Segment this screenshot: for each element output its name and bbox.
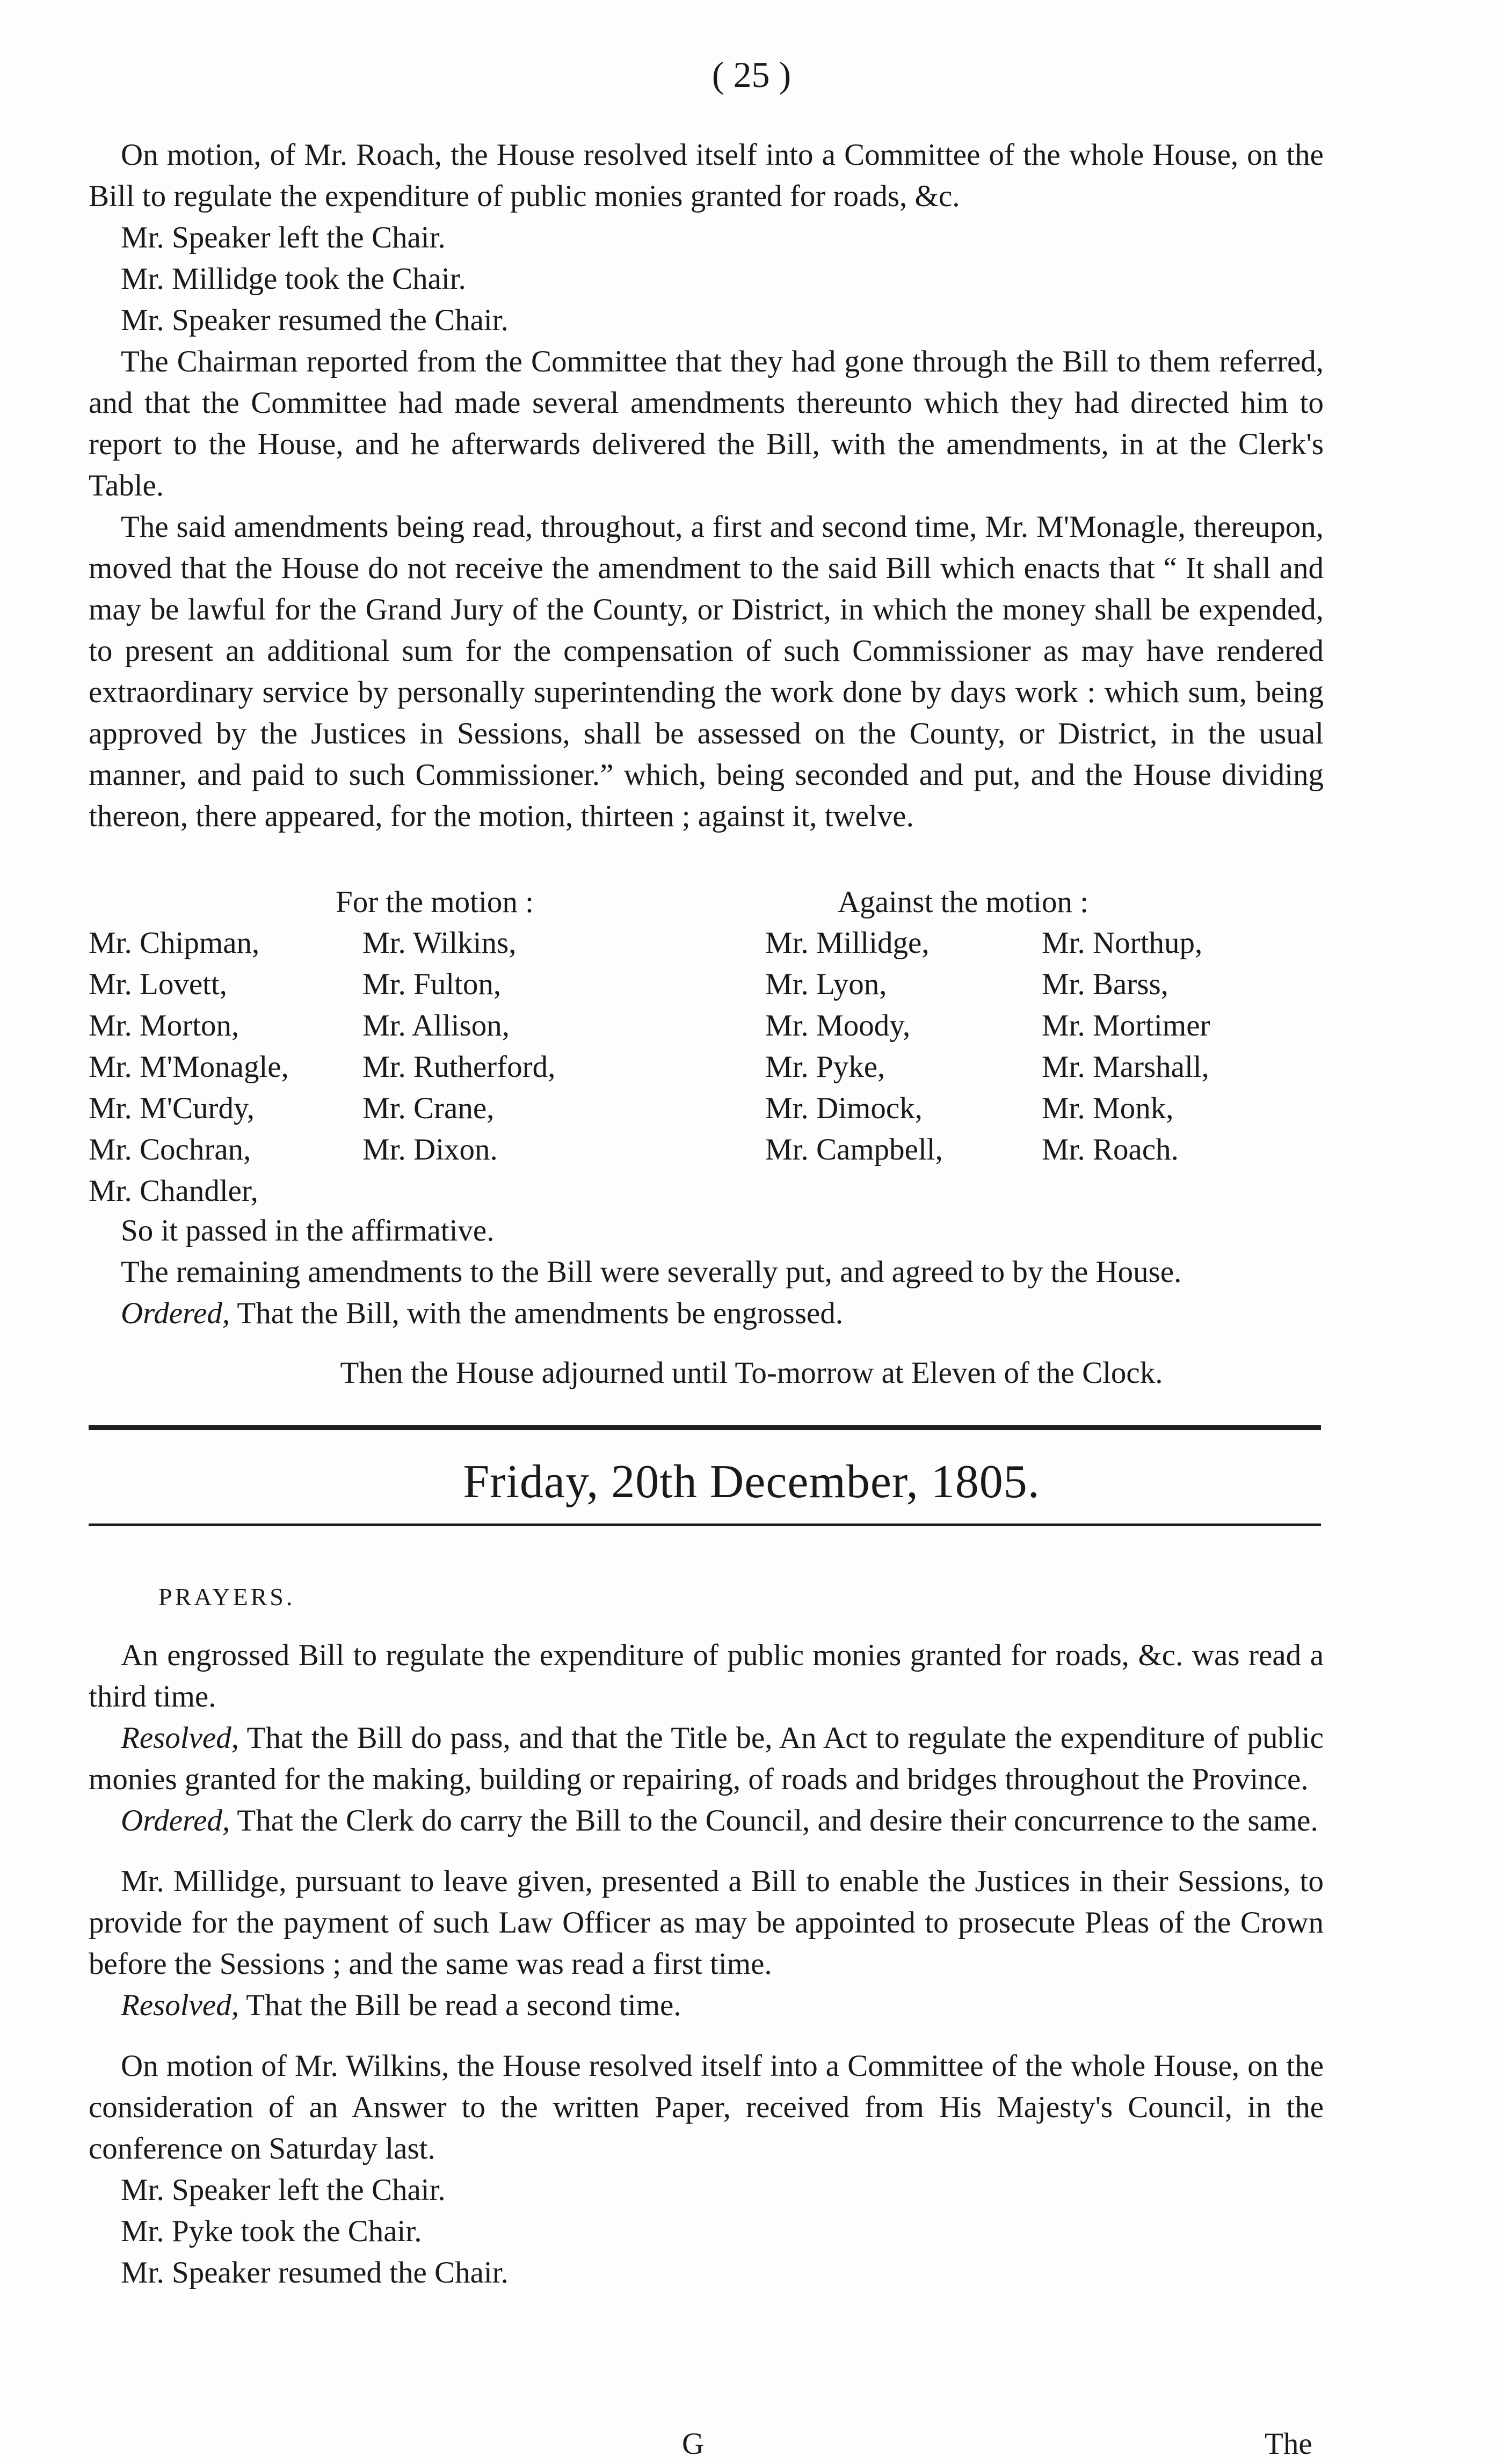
member-name: Mr. Moody, <box>765 1009 911 1043</box>
member-name: Mr. Allison, <box>362 1009 510 1043</box>
motion-paragraph: On motion, of Mr. Roach, the House resolved itself into a Committee of the whole House, on the Bill to regulate the expenditure of public monies granted for roads, &c. <box>89 138 1324 213</box>
clerk-order-paragraph <box>89 1800 1324 1841</box>
speaker-left-line: Mr. Speaker left the Chair. <box>121 221 446 254</box>
page-number: ( 25 ) <box>711 54 792 95</box>
session-conclusion <box>89 1210 1324 1334</box>
member-name: Mr. Dixon. <box>362 1133 498 1167</box>
for-votes-column-2 <box>362 922 555 1170</box>
member-name: Mr. Dimock, <box>765 1091 923 1125</box>
bill-pass-paragraph <box>89 1717 1324 1800</box>
chairman-report-paragraph: The Chairman reported from the Committee that they had gone through the Bill to them referred, and that the Committee had made several amendments thereunto which they had directed him to report to the House, and he afterwards delivered the Bill, with the amendments, in at the Clerk's Table. <box>89 345 1324 502</box>
section-divider-top <box>89 1425 1321 1430</box>
remaining-amendments-line: The remaining amendments to the Bill were severally put, and agreed to by the House. <box>121 1255 1182 1289</box>
resolved-label: Resolved, <box>121 1988 239 2022</box>
member-name: Mr. Northup, <box>1042 926 1203 960</box>
prayers-heading: PRAYERS. <box>158 1583 295 1610</box>
bill-presented-paragraph: Mr. Millidge, pursuant to leave given, presented a Bill to enable the Justices in their Sessions, to provide for the payment of such Law Officer as may be appointed to prosecute Pleas of the Crown before the Sessions ; and the same was read a first time. <box>89 1864 1324 1981</box>
ordered-text: That the Clerk do carry the Bill to the Council, and desire their concurrence to the same. <box>237 1804 1318 1838</box>
member-name: Mr. Mortimer <box>1042 1009 1210 1043</box>
member-name: Mr. Campbell, <box>765 1133 943 1167</box>
member-name: Mr. Morton, <box>89 1009 239 1043</box>
speaker-left-line: Mr. Speaker left the Chair. <box>121 2173 446 2207</box>
member-name: Mr. M'Curdy, <box>89 1091 255 1125</box>
chair-taken-line: Mr. Millidge took the Chair. <box>121 262 466 296</box>
third-reading-paragraph: An engrossed Bill to regulate the expenditure of public monies granted for roads, &c. was read a third time. <box>89 1638 1324 1714</box>
member-name: Mr. Millidge, <box>765 926 930 960</box>
section-divider-bottom <box>89 1523 1321 1526</box>
day-heading: Friday, 20th December, 1805. <box>463 1456 1040 1508</box>
member-name: Mr. Lovett, <box>89 967 228 1001</box>
for-motion-heading: For the motion : <box>336 885 534 919</box>
against-votes-column-2 <box>1042 922 1210 1170</box>
member-name: Mr. Fulton, <box>362 967 502 1001</box>
resolved-text: That the Bill be read a second time. <box>246 1988 681 2022</box>
member-name: Mr. Crane, <box>362 1091 495 1125</box>
speaker-resumed-line: Mr. Speaker resumed the Chair. <box>121 303 509 337</box>
affirmative-line: So it passed in the affirmative. <box>121 1214 495 1248</box>
resolved-text: That the Bill do pass, and that the Title be, An Act to regulate the expenditure of public monies granted for the making, building or repairing, of roads and bridges throughout the Province. <box>89 1721 1324 1796</box>
member-name: Mr. Chipman, <box>89 926 260 960</box>
member-name: Mr. M'Monagle, <box>89 1050 289 1084</box>
member-name: Mr. Pyke, <box>765 1050 885 1084</box>
member-name: Mr. Cochran, <box>89 1133 251 1167</box>
member-name: Mr. Monk, <box>1042 1091 1174 1125</box>
for-votes-column-1 <box>89 922 289 1212</box>
engrossed-order-line <box>89 1293 1324 1334</box>
member-name: Mr. Marshall, <box>1042 1050 1209 1084</box>
speaker-resumed-line: Mr. Speaker resumed the Chair. <box>121 2256 509 2290</box>
member-name: Mr. Roach. <box>1042 1133 1179 1167</box>
against-votes-column-1 <box>765 922 943 1170</box>
ordered-text: That the Bill, with the amendments be engrossed. <box>237 1296 844 1330</box>
ordered-label: Ordered, <box>121 1804 230 1838</box>
chair-taken-line: Mr. Pyke took the Chair. <box>121 2214 422 2248</box>
adjournment-line: Then the House adjourned until To-morrow at Eleven of the Clock. <box>340 1356 1163 1390</box>
signature-mark: G <box>682 2427 705 2461</box>
member-name: Mr. Barss, <box>1042 967 1168 1001</box>
member-name: Mr. Lyon, <box>765 967 887 1001</box>
against-motion-heading: Against the motion : <box>838 885 1089 919</box>
wilkins-motion-paragraph: On motion of Mr. Wilkins, the House resolved itself into a Committee of the whole House, on the consideration of an Answer to the written Paper, received from His Majesty's Council, in the conference on Saturday last. <box>89 2049 1324 2166</box>
member-name: Mr. Wilkins, <box>362 926 517 960</box>
amendment-motion-paragraph: The said amendments being read, throughout, a first and second time, Mr. M'Monagle, thereupon, moved that the House do not receive the amendment to the said Bill which enacts that “ It shall and may be lawful for the Grand Jury of the County, or District, in which the money shall be expended, to present an additional sum for the compensation of such Commissioner as may have rendered extraordinary service by personally superintending the work done by days work : which sum, being approved by the Justices in Sessions, shall be assessed on the County, or District, in the usual manner, and paid to such Commissioner.” which, being seconded and put, and the House dividing thereon, there appeared, for the motion, thirteen ; against it, twelve. <box>89 510 1324 833</box>
second-reading-paragraph <box>89 1985 1324 2026</box>
resolved-label: Resolved, <box>121 1721 239 1755</box>
friday-proceedings <box>89 1635 1324 2293</box>
member-name: Mr. Rutherford, <box>362 1050 556 1084</box>
catchword: The <box>1265 2427 1312 2461</box>
ordered-label: Ordered, <box>121 1296 230 1330</box>
member-name: Mr. Chandler, <box>89 1174 258 1208</box>
committee-proceedings <box>89 134 1324 837</box>
